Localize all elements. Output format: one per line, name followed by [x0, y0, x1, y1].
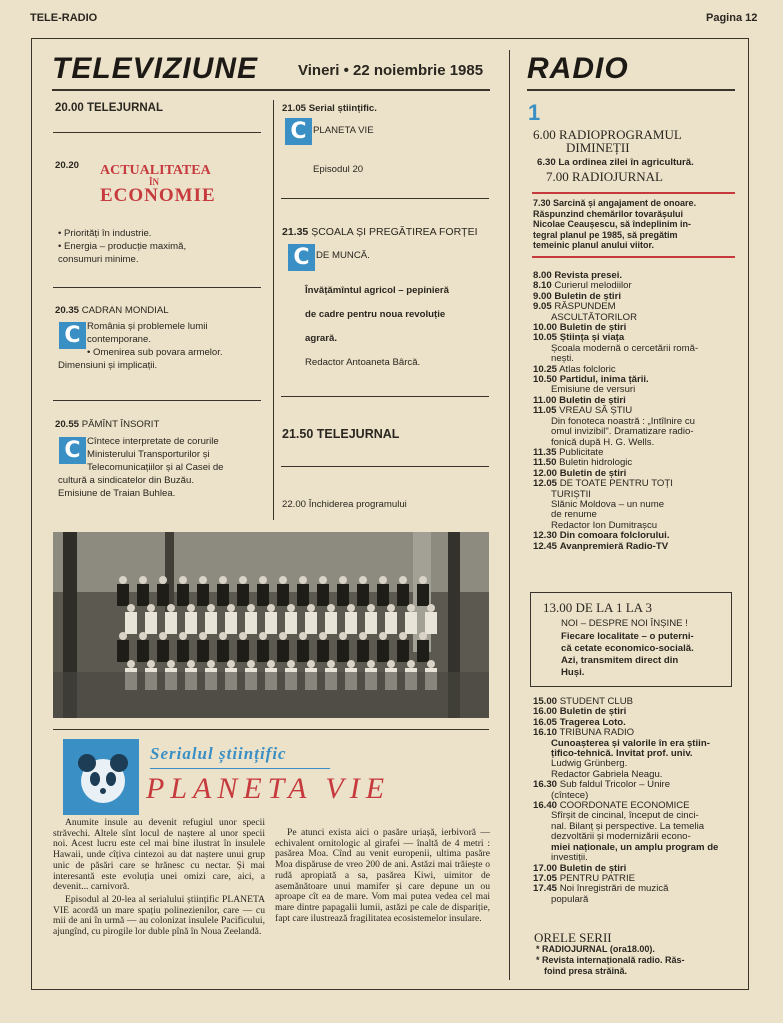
rule	[53, 287, 261, 288]
program-title: Buletin de știri	[559, 862, 627, 874]
rule	[281, 466, 489, 467]
radio-title: RADIO	[527, 52, 629, 85]
tv-item-2020-time: 20.20	[55, 160, 80, 171]
program-title: de renume	[551, 509, 597, 521]
program-title: (cîntece)	[551, 789, 589, 801]
program-title: dezvoltării și modernizării econo-	[551, 831, 691, 843]
program-title: Din comoara folclorului.	[559, 530, 670, 542]
program-title: Ludwig Grünberg.	[551, 758, 628, 770]
time: 16.00	[533, 706, 558, 718]
tv-item-2135-desc: Învățămîntul agricol – pepinieră de cadre pentru noua revoluție agrară. Redactor Antoaneta Bârcă.	[305, 285, 449, 368]
program-title: Buletin de știri	[559, 394, 626, 406]
program-title: Partidul, inima țării.	[559, 374, 649, 386]
tv-title-rule	[52, 89, 490, 91]
time: 11.50	[533, 457, 557, 469]
program-title: Redactor Gabriela Neagu.	[551, 768, 663, 780]
program-title: RĂSPUNDEM	[554, 301, 616, 313]
red-rule	[532, 256, 735, 258]
radio-list-item	[533, 542, 743, 552]
time: 9.05	[533, 301, 552, 313]
kicker-rule	[150, 768, 330, 769]
feature-text-col2: Pe atunci exista aici o pasăre uriașă, ierbivoră — echivalent ornitologic al girafei — înaltă de 4 metri : pasărea Moa. Cînd au venit europenii, ultima pasăre Moa dispăruse de vreo 200 de ani. Astăzi mai trăiește o rudă apropiată a sa, pasărea Kiwi, uimitor de asemănătoare unui mamifer și care depune un ou aproape cît ea de mare. Vom mai putea vedea cel mai mare dintre papagalii lumii, astăzi pe cale de dispariție, fapt care ilustrează fragilitatea ecosistemelor insulare.	[275, 827, 490, 924]
tv-item-2000	[55, 102, 163, 115]
rule	[281, 396, 489, 397]
color-badge-icon: C	[285, 118, 312, 145]
program-title: Noi înregistrări de muzică	[559, 883, 669, 895]
rule	[53, 400, 261, 401]
program-title: TELEJURNAL	[86, 102, 164, 114]
tv-item-2135-sub: DE MUNCĂ.	[316, 250, 370, 261]
color-badge-icon: C	[288, 244, 315, 271]
tv-item-2200: 22.00 Închiderea programului	[282, 499, 407, 510]
feature-title: PLANETA VIE	[146, 772, 391, 805]
program-title: nal. Bilanț și perspective. La temelia	[551, 820, 705, 832]
time: 8.10	[533, 280, 552, 292]
program-title: ASCULTĂTORILOR	[551, 311, 638, 323]
page-header-left: TELE-RADIO	[30, 12, 98, 24]
rule	[53, 132, 261, 133]
color-badge-icon: C	[59, 437, 86, 464]
tv-item-2035-desc: România și problemele lumii contemporane. • Omenirea sub povara armelor. Dimensiuni și implicații.	[58, 321, 223, 371]
program-title: populară	[551, 893, 589, 905]
tv-item-2135: 21.35 ȘCOALA ȘI PREGĂTIREA FORȚEI	[282, 226, 478, 238]
tv-item-2020-desc: • Priorități în industrie. • Energia – producție maximă, consumuri minime.	[58, 228, 187, 265]
radio-boxed-note: 7.30 Sarcină și angajament de onoare. Răspunzind chemărilor tovarășului Nicolae Ceaușescu, să îndeplinim in- tegral planul pe 1985, să pregătim temeinic planul anului viitor.	[533, 198, 697, 250]
program-title: COORDONATE ECONOMICE	[559, 800, 690, 812]
time: 15.00	[533, 696, 558, 707]
rule	[281, 198, 489, 199]
program-title: Din fonoteca noastră : „Intîlnire cu	[551, 415, 695, 427]
program-title: Sfîrșit de cincinal, început de cinci-	[551, 810, 699, 822]
time: 10.05	[533, 332, 558, 344]
radio-schedule-afternoon	[533, 697, 743, 905]
program-title: Tragerea Loto.	[559, 716, 626, 728]
tv-date: Vineri • 22 noiembrie 1985	[298, 62, 484, 79]
program-title: Buletin de știri	[559, 322, 627, 334]
time: 11.05	[533, 405, 557, 417]
time: 16.40	[533, 800, 558, 812]
column-divider	[509, 50, 510, 980]
program-title: Publicitate	[559, 446, 604, 458]
radio-box-1300: 13.00 DE LA 1 LA 3 NOI – DESPRE NOI ÎNȘINE ! Fiecare localitate – o puterni- că cetate economico-socială. Azi, transmitem direct din Huși.	[530, 592, 732, 687]
program-title: Revista presei.	[554, 270, 623, 281]
time: 17.05	[533, 872, 558, 884]
evening-list: * RADIOJURNAL (ora18.00). * Revista internațională radio. Răs- foind presa străină.	[536, 944, 685, 976]
tv-item-2150: 21.50 TELEJURNAL	[282, 427, 400, 441]
time: 10.25	[533, 363, 558, 375]
program-title: PENTRU PATRIE	[559, 872, 636, 884]
choir-photo	[53, 532, 489, 718]
radio-item-630: 6.30 La ordinea zilei în agricultură.	[537, 157, 694, 168]
red-rule	[532, 192, 735, 194]
evening-title: ORELE SERII	[534, 930, 612, 945]
tv-column-divider	[273, 100, 274, 520]
time: 17.00	[533, 862, 558, 874]
program-title: nești.	[551, 353, 574, 365]
time: 9.00	[533, 290, 552, 302]
time: 10.50	[533, 374, 558, 386]
time: 17.45	[533, 883, 558, 895]
program-title: TRIBUNA RADIO	[559, 727, 635, 739]
time: 16.10	[533, 727, 558, 739]
program-title: Slănic Moldova – un nume	[551, 498, 665, 510]
program-title: Avanpremieră Radio-TV	[559, 540, 669, 552]
time: 11.35	[533, 446, 557, 458]
program-title: VREAU SĂ ȘTIU	[559, 405, 633, 417]
program-title: Buletin de știri	[554, 290, 621, 302]
program-title: Buletin de știri	[559, 467, 627, 479]
tv-title: TELEVIZIUNE	[52, 52, 259, 85]
radio-item-700: 7.00 RADIOJURNAL	[546, 169, 663, 184]
program-title: TURIȘTII	[551, 488, 591, 500]
tv-item-2105-episode: Episodul 20	[313, 164, 364, 175]
program-title: miei naționale, un amplu program de	[551, 841, 719, 853]
panda-logo-icon	[63, 739, 139, 815]
program-title: investiții.	[551, 852, 588, 864]
time: 11.00	[533, 394, 557, 406]
program-title: fonică după H. G. Wells.	[551, 436, 655, 448]
color-badge-icon: C	[59, 322, 86, 349]
program-title: Emisiune de versuri	[551, 384, 636, 396]
tv-item-2055-desc: Cîntece interpretate de corurile Ministerului Transporturilor și Telecomunicațiilor și al Casei de cultură a sindicatelor din Buzău. Emisiune de Traian Buhlea.	[58, 436, 224, 499]
feature-kicker: Serialul științific	[150, 744, 287, 763]
radio-title-rule	[527, 89, 735, 91]
time: 8.00	[533, 270, 552, 281]
program-title: STUDENT CLUB	[559, 696, 634, 707]
time: 16.30	[533, 779, 558, 791]
radio-schedule-morning	[533, 271, 743, 552]
program-title: Curierul melodiilor	[554, 280, 632, 292]
program-title: țifico-tehnică. Invitat prof. univ.	[551, 748, 693, 760]
time: 12.05	[533, 478, 558, 490]
time: 16.05	[533, 716, 558, 728]
time: 12.45	[533, 540, 558, 552]
tv-item-2105-title: PLANETA VIE	[313, 125, 374, 136]
time: 20.00	[55, 102, 84, 114]
time: 12.30	[533, 530, 558, 542]
program-title: omul invizibil". Dramatizare radio-	[551, 426, 694, 438]
economy-heading: ACTUALITATEA ÎN ECONOMIE	[100, 163, 216, 206]
radio-list-item	[533, 895, 743, 905]
feature-text-col1: Anumite insule au devenit refugiul unor specii străvechi. Altele sînt locul de naștere al unor specii noi. Acest lucru este cel mai bine ilustrat în insulele Hawaii, unde cîțiva cintezoi au dat naștere unui grup unic de păsări care se hrănesc cu nectar. Și mai interesantă este evoluția unei omizi care, aici, a devenit... carnivoră. Episodul al 20-lea al serialului științific PLANETA VIE acordă un mare spațiu polinezienilor, care — cu mii de ani în urmă — au colonizat insulele Pacificului, ajungînd, cu pirogile lor duble pînă în Noua Zeelandă.	[53, 817, 265, 938]
tv-item-2035: 20.35 CADRAN MONDIAL	[55, 305, 169, 316]
program-title: Cunoașterea și valorile în era știin-	[551, 737, 710, 749]
radio-program-number: 1	[528, 100, 541, 125]
rule	[53, 729, 489, 730]
tv-item-2105: 21.05 Serial științific.	[282, 103, 377, 114]
program-title: Școala modernă o cercetării romă-	[551, 342, 699, 354]
tv-item-2055: 20.55 PĂMÎNT ÎNSORIT	[55, 419, 160, 430]
page-number: Pagina 12	[706, 12, 758, 24]
program-title: Buletin de știri	[559, 706, 627, 718]
program-title: DE TOATE PENTRU TOȚI	[559, 478, 673, 490]
radio-item-600: 6.00 RADIOPROGRAMUL DIMINEȚII	[533, 127, 682, 155]
program-title: Știința și viața	[559, 332, 625, 344]
program-title: Sub faldul Tricolor – Unire	[559, 779, 671, 791]
program-title: Buletin hidrologic	[559, 457, 633, 469]
time: 12.00	[533, 467, 558, 479]
program-title: Atlas folcloric	[559, 363, 616, 375]
time: 10.00	[533, 322, 558, 334]
program-title: Redactor Ion Dumitrașcu	[551, 519, 658, 531]
